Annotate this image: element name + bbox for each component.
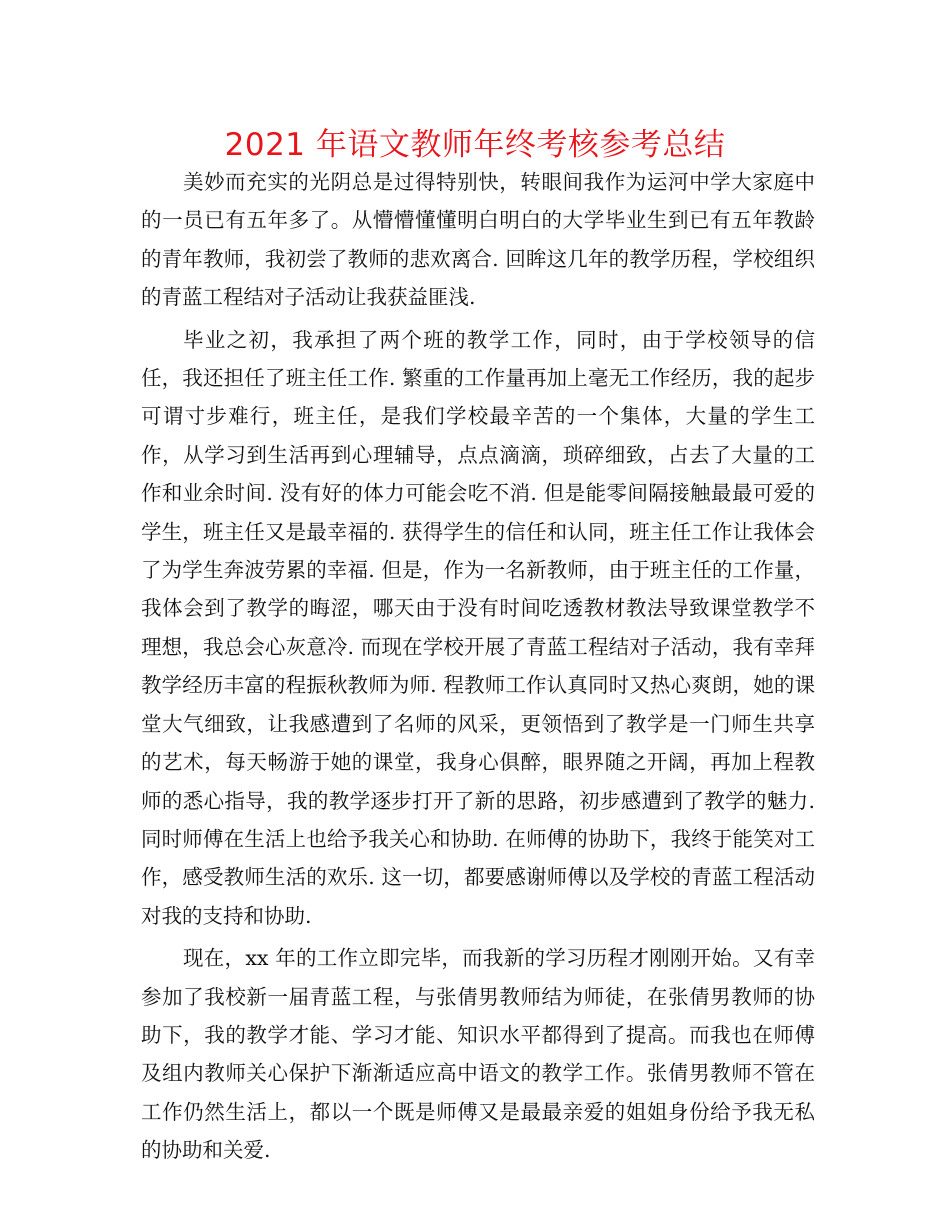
paragraph-2: 毕业之初，我承担了两个班的教学工作，同时，由于学校领导的信任，我还担任了班主任工作. 繁重的工作量再加上毫无工作经历，我的起步可谓寸步难行，班主任，是我们学校最辛苦的一个集体，大量的学生工作，从学习到生活再到心理辅导，点点滴滴，琐碎细致，占去了大量的工作和业余时间. 没有好的体力可能会吃不消. 但是能零间隔接触最最可爱的学生，班主任又是最幸福的. 获得学生的信任和认同，班主任工作让我体会了为学生奔波劳累的幸福. 但是，作为一名新教师，由于班主任的工作量，我体会到了教学的晦涩，哪天由于没有时间吃透教材教法导致课堂教学不理想，我总会心灰意冷. 而现在学校开展了青蓝工程结对子活动，我有幸拜教学经历丰富的程振秋教师为师. 程教师工作认真同时又热心爽朗，她的课堂大气细致，让我感遭到了名师的风采，更领悟到了教学是一门师生共享的艺术，每天畅游于她的课堂，我身心俱醉，眼界随之开阔，再加上程教师的悉心指导，我的教学逐步打开了新的思路，初步感遭到了教学的魅力. 同时师傅在生活上也给予我关心和协助. 在师傅的协助下，我终于能笑对工作，感受教师生活的欢乐. 这一切，都要感谢师傅以及学校的青蓝工程活动对我的支持和协助. <box>141 327 815 928</box>
paragraph-3: 现在，xx 年的工作立即完毕，而我新的学习历程才刚刚开始。又有幸参加了我校新一届青蓝工程，与张倩男教师结为师徒，在张倩男教师的协助下，我的教学才能、学习才能、知识水平都得到了提高。而我也在师傅及组内教师关心保护下渐渐适应高中语文的教学工作。张倩男教师不管在工作仍然生活上，都以一个既是师傅又是最最亲爱的姐姐身份给予我无私的协助和关爱. <box>141 946 815 1163</box>
document-body <box>141 163 815 1170</box>
paragraph-1: 美妙而充实的光阴总是过得特别快，转眼间我作为运河中学大家庭中的一员已有五年多了。从懵懵懂懂明白明白的大学毕业生到已有五年教龄的青年教师，我初尝了教师的悲欢离合. 回眸这几年的教学历程，学校组织的青蓝工程结对子活动让我获益匪浅. <box>141 170 815 310</box>
document-title: 2021 年语文教师年终考核参考总结 <box>224 127 726 163</box>
